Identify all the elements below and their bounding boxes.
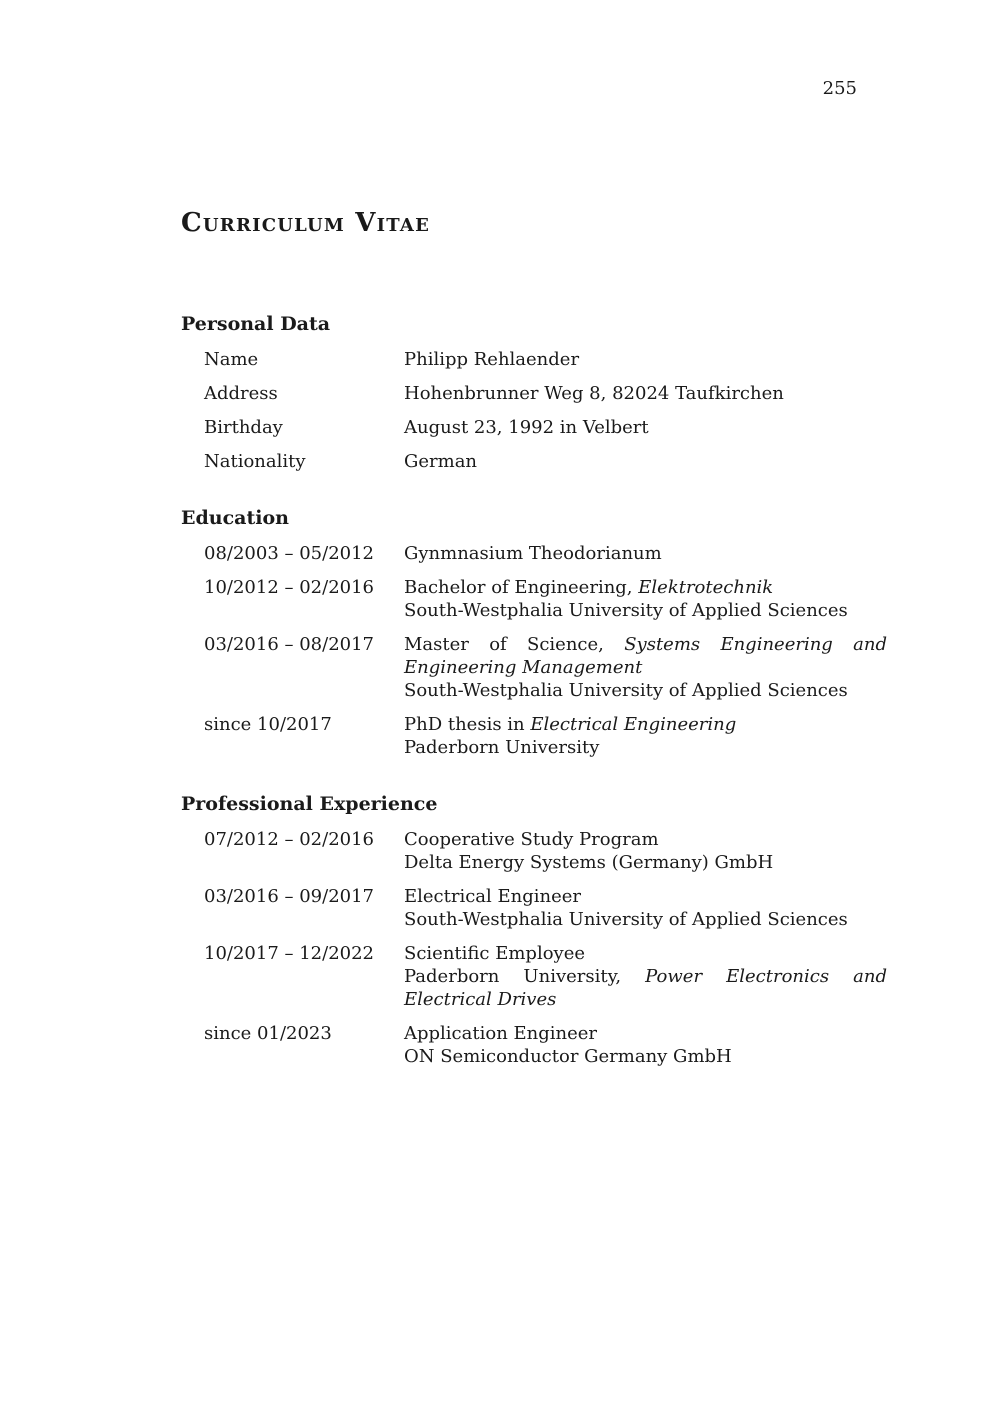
entry-line (404, 633, 887, 679)
experience-entry (181, 942, 887, 1011)
education-section (181, 507, 887, 759)
entry-detail (404, 542, 887, 565)
entry-date: 07/2012 – 02/2016 (204, 829, 374, 850)
entry-detail (404, 828, 887, 874)
entry-italic-text: Power Electronics and Electrical Drives (404, 966, 887, 1010)
entry-line: ON Semiconductor Germany GmbH (404, 1046, 732, 1067)
entry-line (404, 965, 887, 1011)
experience-section (181, 793, 887, 1068)
section-heading: Education (181, 507, 289, 529)
entry-line (404, 576, 887, 599)
entry-line: Gynmnasium Theodorianum (404, 543, 662, 564)
entry-italic-text: Systems Engineering and Engineering Management (404, 634, 887, 678)
row-label: Address (204, 383, 278, 404)
section-heading: Personal Data (181, 313, 331, 335)
entry-italic-text: Electrical Engineering (530, 714, 737, 735)
entry-detail (404, 885, 887, 931)
row-label: Name (204, 349, 259, 370)
entry-date: since 01/2023 (204, 1023, 332, 1044)
row-label: Nationality (204, 451, 306, 472)
personal-data-section (181, 313, 887, 473)
experience-entry (181, 1022, 887, 1068)
entry-date: 08/2003 – 05/2012 (204, 543, 374, 564)
entry-line (404, 713, 887, 736)
row-label: Birthday (204, 417, 283, 438)
personal-row-name (181, 348, 887, 371)
row-value: August 23, 1992 in Velbert (404, 417, 649, 438)
entry-italic-text: Elektrotechnik (638, 577, 774, 598)
personal-row-birthday (181, 416, 887, 439)
cv-content (181, 313, 887, 1102)
entry-text: PhD thesis in (404, 714, 531, 735)
entry-date: 10/2012 – 02/2016 (204, 577, 374, 598)
entry-line: South-Westphalia University of Applied Sciences (404, 600, 848, 621)
entry-detail (404, 942, 887, 1011)
entry-date: 03/2016 – 09/2017 (204, 886, 374, 907)
entry-text: Bachelor of Engineering, (404, 577, 639, 598)
education-entry (181, 713, 887, 759)
entry-detail (404, 633, 887, 702)
section-heading: Professional Experience (181, 793, 438, 815)
row-value: Hohenbrunner Weg 8, 82024 Taufkirchen (404, 383, 784, 404)
entry-line: South-Westphalia University of Applied Sciences (404, 680, 848, 701)
page-title: Curriculum Vitae (181, 208, 430, 238)
entry-date: 10/2017 – 12/2022 (204, 943, 374, 964)
entry-line: Electrical Engineer (404, 886, 582, 907)
entry-line: Application Engineer (404, 1023, 598, 1044)
personal-row-address (181, 382, 887, 405)
education-entry (181, 576, 887, 622)
experience-entry (181, 885, 887, 931)
entry-line: Scientific Employee (404, 943, 586, 964)
entry-line: Paderborn University (404, 737, 600, 758)
entry-date: 03/2016 – 08/2017 (204, 634, 374, 655)
entry-line: Cooperative Study Program (404, 829, 659, 850)
education-entry (181, 633, 887, 702)
entry-text: Master of Science, (404, 634, 625, 655)
page-number: 255 (822, 78, 857, 99)
entry-line: South-Westphalia University of Applied Sciences (404, 909, 848, 930)
row-value: Philipp Rehlaender (404, 349, 580, 370)
entry-detail (404, 576, 887, 622)
personal-row-nationality (181, 450, 887, 473)
entry-text: Paderborn University, (404, 966, 646, 987)
entry-date: since 10/2017 (204, 714, 332, 735)
entry-detail (404, 713, 887, 759)
row-value: German (404, 451, 478, 472)
education-entry (181, 542, 887, 565)
entry-detail (404, 1022, 887, 1068)
entry-line: Delta Energy Systems (Germany) GmbH (404, 852, 774, 873)
experience-entry (181, 828, 887, 874)
